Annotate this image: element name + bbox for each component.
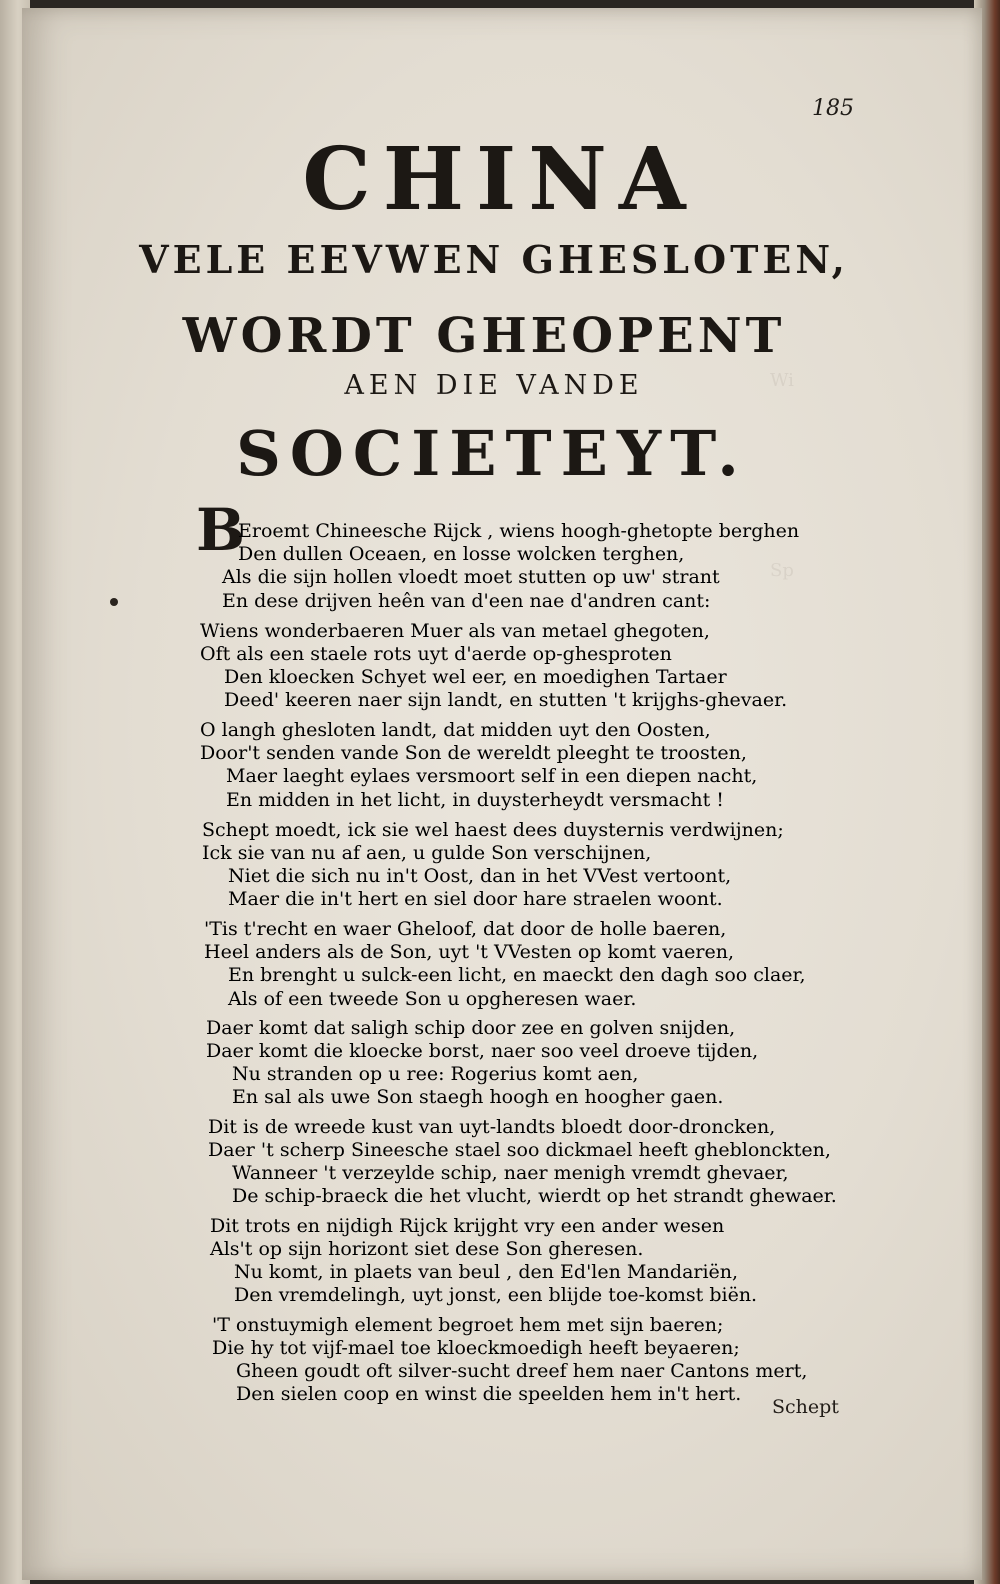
poem-line: Door't senden vande Son de wereldt pleeght te troosten, bbox=[200, 742, 747, 764]
poem-line: Dit is de wreede kust van uyt-landts bloedt door-droncken, bbox=[208, 1116, 776, 1138]
poem-line: Eroemt Chineesche Rijck , wiens hoogh-ghetopte berghen bbox=[238, 520, 800, 542]
poem-line: Nu stranden op u ree: Rogerius komt aen, bbox=[232, 1063, 639, 1085]
poem-line: Nu komt, in plaets van beul , den Ed'len Mandariën, bbox=[234, 1261, 739, 1283]
poem-line: Wiens wonderbaeren Muer als van metael ghegoten, bbox=[200, 620, 710, 642]
poem-line: Den sielen coop en winst die speelden hem in't hert. bbox=[236, 1383, 742, 1405]
poem-line: Die hy tot vijf-mael toe kloeckmoedigh heeft beyaeren; bbox=[212, 1337, 740, 1359]
poem-line: Den kloecken Schyet wel eer, en moedighen Tartaer bbox=[224, 666, 727, 688]
catchword: Schept bbox=[772, 1396, 839, 1418]
poem-line: 'T onstuymigh element begroet hem met sijn baeren; bbox=[212, 1314, 724, 1336]
poem-line: Maer die in't hert en siel door hare straelen woont. bbox=[228, 888, 723, 910]
poem-line: Wanneer 't verzeylde schip, naer menigh vremdt ghevaer, bbox=[232, 1162, 789, 1184]
poem-line: Daer 't scherp Sineesche stael soo dickmael heeft gheblonckten, bbox=[208, 1139, 831, 1161]
poem-line: 'Tis t'recht en waer Gheloof, dat door de holle baeren, bbox=[204, 918, 727, 940]
title-china: CHINA bbox=[302, 129, 698, 230]
poem-line: Heel anders als de Son, uyt 't VVesten op komt vaeren, bbox=[204, 941, 735, 963]
poem-line: Den dullen Oceaen, en losse wolcken terghen, bbox=[238, 543, 685, 565]
poem-line: Deed' keeren naer sijn landt, en stutten 't krijghs-ghevaer. bbox=[224, 689, 788, 711]
poem-line: Ick sie van nu af aen, u gulde Son verschijnen, bbox=[202, 842, 652, 864]
poem-line: Oft als een staele rots uyt d'aerde op-ghesproten bbox=[200, 643, 672, 665]
poem-line: Schept moedt, ick sie wel haest dees duysternis verdwijnen; bbox=[202, 819, 784, 841]
poem-line: Niet die sich nu in't Oost, dan in het VVest vertoont, bbox=[228, 865, 732, 887]
poem-line: Als't op sijn horizont siet dese Son gheresen. bbox=[210, 1238, 644, 1260]
title-line-3: WORDT GHEOPENT bbox=[182, 308, 786, 364]
poem-line: Daer komt die kloecke borst, naer soo veel droeve tijden, bbox=[206, 1040, 759, 1062]
poem-line: Den vremdelingh, uyt jonst, een blijde toe-komst biën. bbox=[234, 1284, 758, 1306]
poem-line: O langh ghesloten landt, dat midden uyt den Oosten, bbox=[200, 719, 711, 741]
poem-line: Als of een tweede Son u opgheresen waer. bbox=[228, 988, 637, 1010]
title-line-4: AEN DIE VANDE bbox=[344, 370, 644, 401]
title-societeyt: SOCIETEYT. bbox=[236, 417, 748, 490]
poem-line: En brenght u sulck-een licht, en maeckt den dagh soo claer, bbox=[228, 964, 806, 986]
drop-cap: B bbox=[196, 496, 246, 564]
poem-line: En dese drijven heên van d'een nae d'andren cant: bbox=[222, 590, 711, 612]
poem-line: Maer laeght eylaes versmoort self in een diepen nacht, bbox=[226, 765, 758, 787]
bleed-through-text: Sp bbox=[770, 560, 794, 581]
poem-line: Gheen goudt oft silver-sucht dreef hem naer Cantons mert, bbox=[236, 1360, 808, 1382]
title-line-2: VELE EEVWEN GHESLOTEN, bbox=[139, 237, 849, 282]
bleed-through-text: Wi bbox=[770, 370, 794, 391]
poem-line: De schip-braeck die het vlucht, wierdt op het strandt ghewaer. bbox=[232, 1185, 837, 1207]
poem-line: Daer komt dat saligh schip door zee en golven snijden, bbox=[206, 1017, 736, 1039]
poem-line: En sal als uwe Son staegh hoogh en hoogher gaen. bbox=[232, 1086, 724, 1108]
poem-line: En midden in het licht, in duysterheydt versmacht ! bbox=[226, 789, 724, 811]
page-number: 185 bbox=[812, 96, 854, 121]
poem-line: Als die sijn hollen vloedt moet stutten op uw' strant bbox=[222, 566, 720, 588]
ink-blot bbox=[110, 598, 118, 606]
poem-line: Dit trots en nijdigh Rijck krijght vry een ander wesen bbox=[210, 1215, 725, 1237]
